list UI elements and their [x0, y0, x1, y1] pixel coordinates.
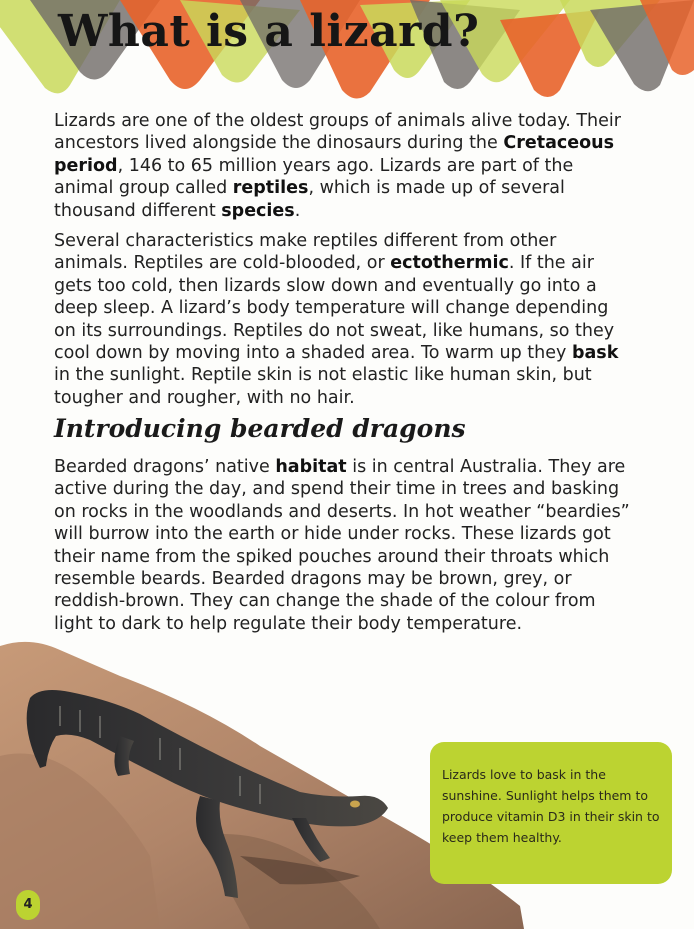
glossary-term-reptiles: reptiles — [232, 178, 309, 199]
photo-caption: Lizards love to bask in the sunshine. Sunlight helps them to produce vitamin D3 in their skin to keep them healthy. — [442, 767, 660, 845]
glossary-term-species: species — [221, 200, 295, 221]
intro-paragraph: Lizards are one of the oldest groups of animals alive today. Their ancestors lived alongside the dinosaurs during the Cretaceous period, 146 to 65 million years ago. Lizards are part of the animal group called reptiles, which is made up of several thousand different species. — [54, 111, 621, 221]
glossary-term-habitat: habitat — [275, 457, 347, 477]
glossary-term-cretaceous: Cretaceous period — [54, 133, 615, 176]
characteristics-paragraph: Several characteristics make reptiles different from other animals. Reptiles are cold-blooded, or ectothermic. If the air gets too cold, then lizards slow down and eventually go into a deep sleep. A lizard’s body temperature will change depending on its surroundings. Reptiles do not sweat, like humans, so they cool down by moving into a shaded area. To warm up they bask in the sunlight. Reptile skin is not elastic like human skin, but tougher and rougher, with no hair. — [54, 231, 619, 408]
glossary-term-bask: bask — [571, 343, 619, 364]
dragons-paragraph: Bearded dragons’ native habitat is in central Australia. They are active during the day, and spend their time in trees and basking on rocks in the woodlands and deserts. In hot weather “beardies” will burrow into the earth or hide under rocks. These lizards got their name from the spiked pouches around their throats which resemble beards. Bearded dragons may be brown, grey, or reddish-brown. They can change the shade of the colour from light to dark to help regulate their body temperature. — [54, 457, 630, 634]
page-title: What is a lizard? — [58, 6, 480, 57]
glossary-term-ectothermic: ectothermic — [390, 253, 509, 274]
page-number: 4 — [16, 890, 40, 920]
section-heading: Introducing bearded dragons — [54, 414, 466, 443]
